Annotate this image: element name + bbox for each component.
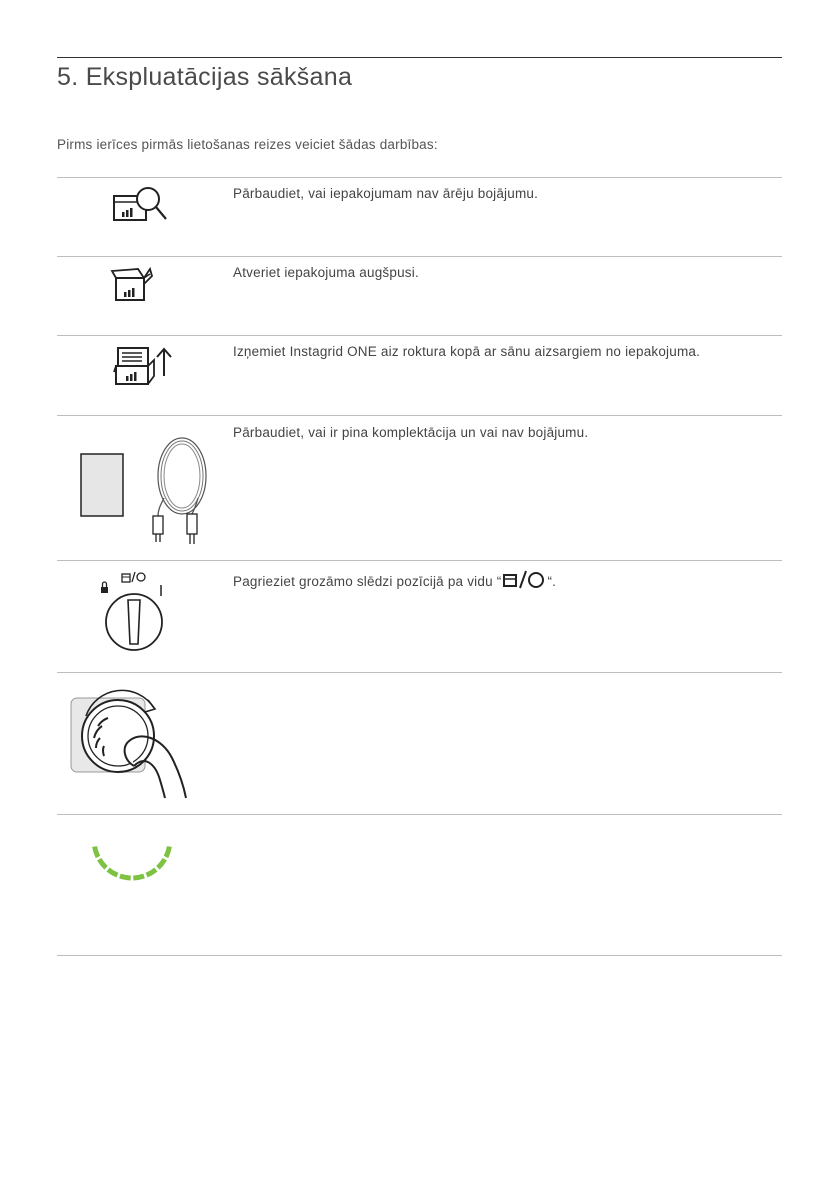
divider	[57, 415, 782, 416]
step-5-text-after: “.	[547, 574, 557, 589]
step-1-text: Pārbaudiet, vai iepakojumam nav ārēju bojājumu.	[233, 186, 539, 201]
led-segment	[158, 859, 165, 868]
green-led-ring-icon	[90, 838, 174, 892]
divider	[57, 335, 782, 336]
box-magnifier-icon	[108, 184, 170, 224]
divider	[57, 256, 782, 257]
led-segment	[108, 870, 117, 876]
section-title: 5. Ekspluatācijas sākšana	[57, 63, 353, 91]
remove-from-box-icon	[110, 342, 176, 386]
led-segment	[133, 876, 144, 878]
step-5-text	[233, 570, 556, 590]
step-2-text: Atveriet iepakojuma augšpusi.	[233, 265, 419, 280]
manual-and-cable-icon	[78, 436, 208, 550]
switch-position-symbol-icon	[502, 570, 546, 590]
divider	[57, 177, 782, 178]
divider	[57, 560, 782, 561]
led-segment	[120, 876, 131, 878]
step-4-text: Pārbaudiet, vai ir pina komplektācija un vai nav bojājumu.	[233, 425, 589, 440]
divider	[57, 955, 782, 956]
led-segment	[99, 859, 106, 868]
step-3-text: Izņemiet Instagrid ONE aiz roktura kopā ar sānu aizsargiem no iepakojuma.	[233, 344, 701, 359]
intro-text: Pirms ierīces pirmās lietošanas reizes veiciet šādas darbības:	[57, 137, 438, 152]
led-segment	[95, 847, 98, 857]
led-segment	[166, 847, 169, 857]
top-rule	[57, 57, 782, 58]
divider	[57, 672, 782, 673]
step-5-text-before: Pagrieziet grozāmo slēdzi pozīcijā pa vidu “	[233, 574, 502, 589]
open-box-icon	[110, 264, 156, 304]
divider	[57, 814, 782, 815]
plug-twist-icon	[68, 686, 192, 800]
led-segment	[147, 870, 156, 876]
rotary-switch-icon	[98, 570, 170, 656]
